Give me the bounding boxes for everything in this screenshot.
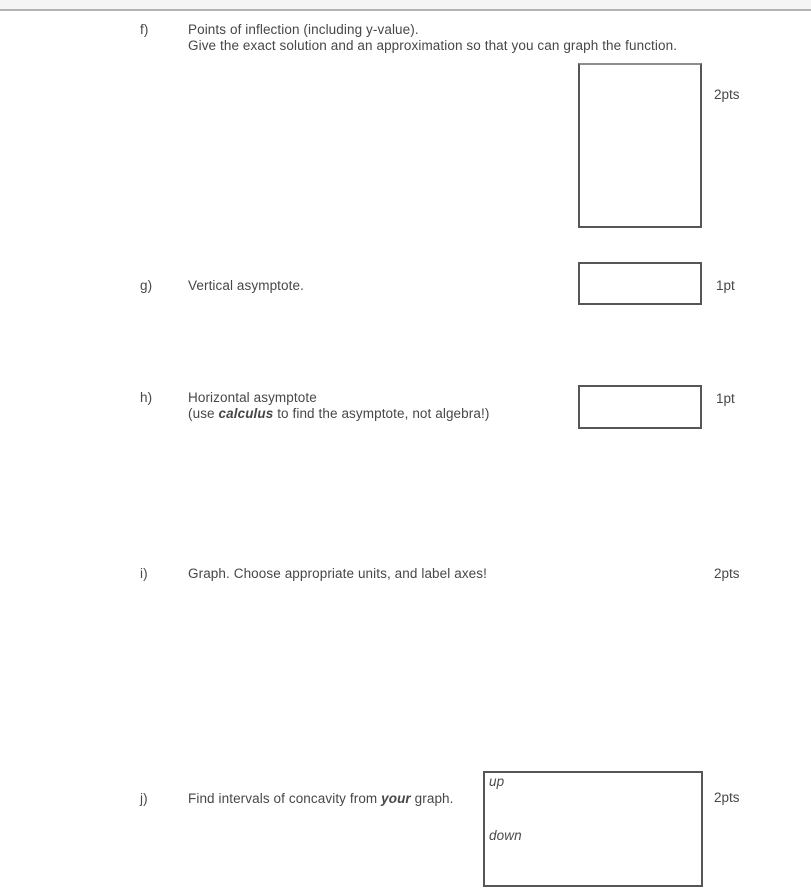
answer-box-f <box>578 63 702 228</box>
question-label-j: j) <box>140 791 148 806</box>
question-label-f: f) <box>140 22 149 37</box>
top-strip <box>0 0 811 11</box>
question-h-line2-emphasis: calculus <box>218 406 274 421</box>
question-text-h <box>188 390 489 422</box>
points-label-g: 1pt <box>716 278 735 293</box>
question-label-g: g) <box>140 278 153 293</box>
question-label-h: h) <box>140 390 153 405</box>
points-label-i: 2pts <box>714 566 740 581</box>
question-text-g: Vertical asymptote. <box>188 278 304 293</box>
question-j-suffix: graph. <box>410 791 454 806</box>
question-text-j <box>188 791 454 807</box>
question-label-i: i) <box>140 566 148 581</box>
answer-box-g <box>578 262 702 305</box>
question-h-line2-suffix: to find the asymptote, not algebra!) <box>273 406 490 421</box>
points-label-h: 1pt <box>716 391 735 406</box>
question-f-line2: Give the exact solution and an approximation so that you can graph the function. <box>188 38 678 53</box>
points-label-j: 2pts <box>714 790 740 805</box>
question-j-emphasis: your <box>381 791 411 806</box>
concavity-down-label: down <box>489 828 522 843</box>
points-label-f: 2pts <box>714 87 740 102</box>
question-text-f <box>188 22 677 54</box>
concavity-up-label: up <box>489 774 505 789</box>
question-h-line2-prefix: (use <box>188 406 219 421</box>
question-j-prefix: Find intervals of concavity from <box>188 791 382 806</box>
answer-box-j <box>483 771 703 887</box>
question-text-i: Graph. Choose appropriate units, and label axes! <box>188 566 487 581</box>
question-h-line1: Horizontal asymptote <box>188 390 317 405</box>
question-f-line1: Points of inflection (including y-value). <box>188 22 419 37</box>
answer-box-h <box>578 385 702 429</box>
